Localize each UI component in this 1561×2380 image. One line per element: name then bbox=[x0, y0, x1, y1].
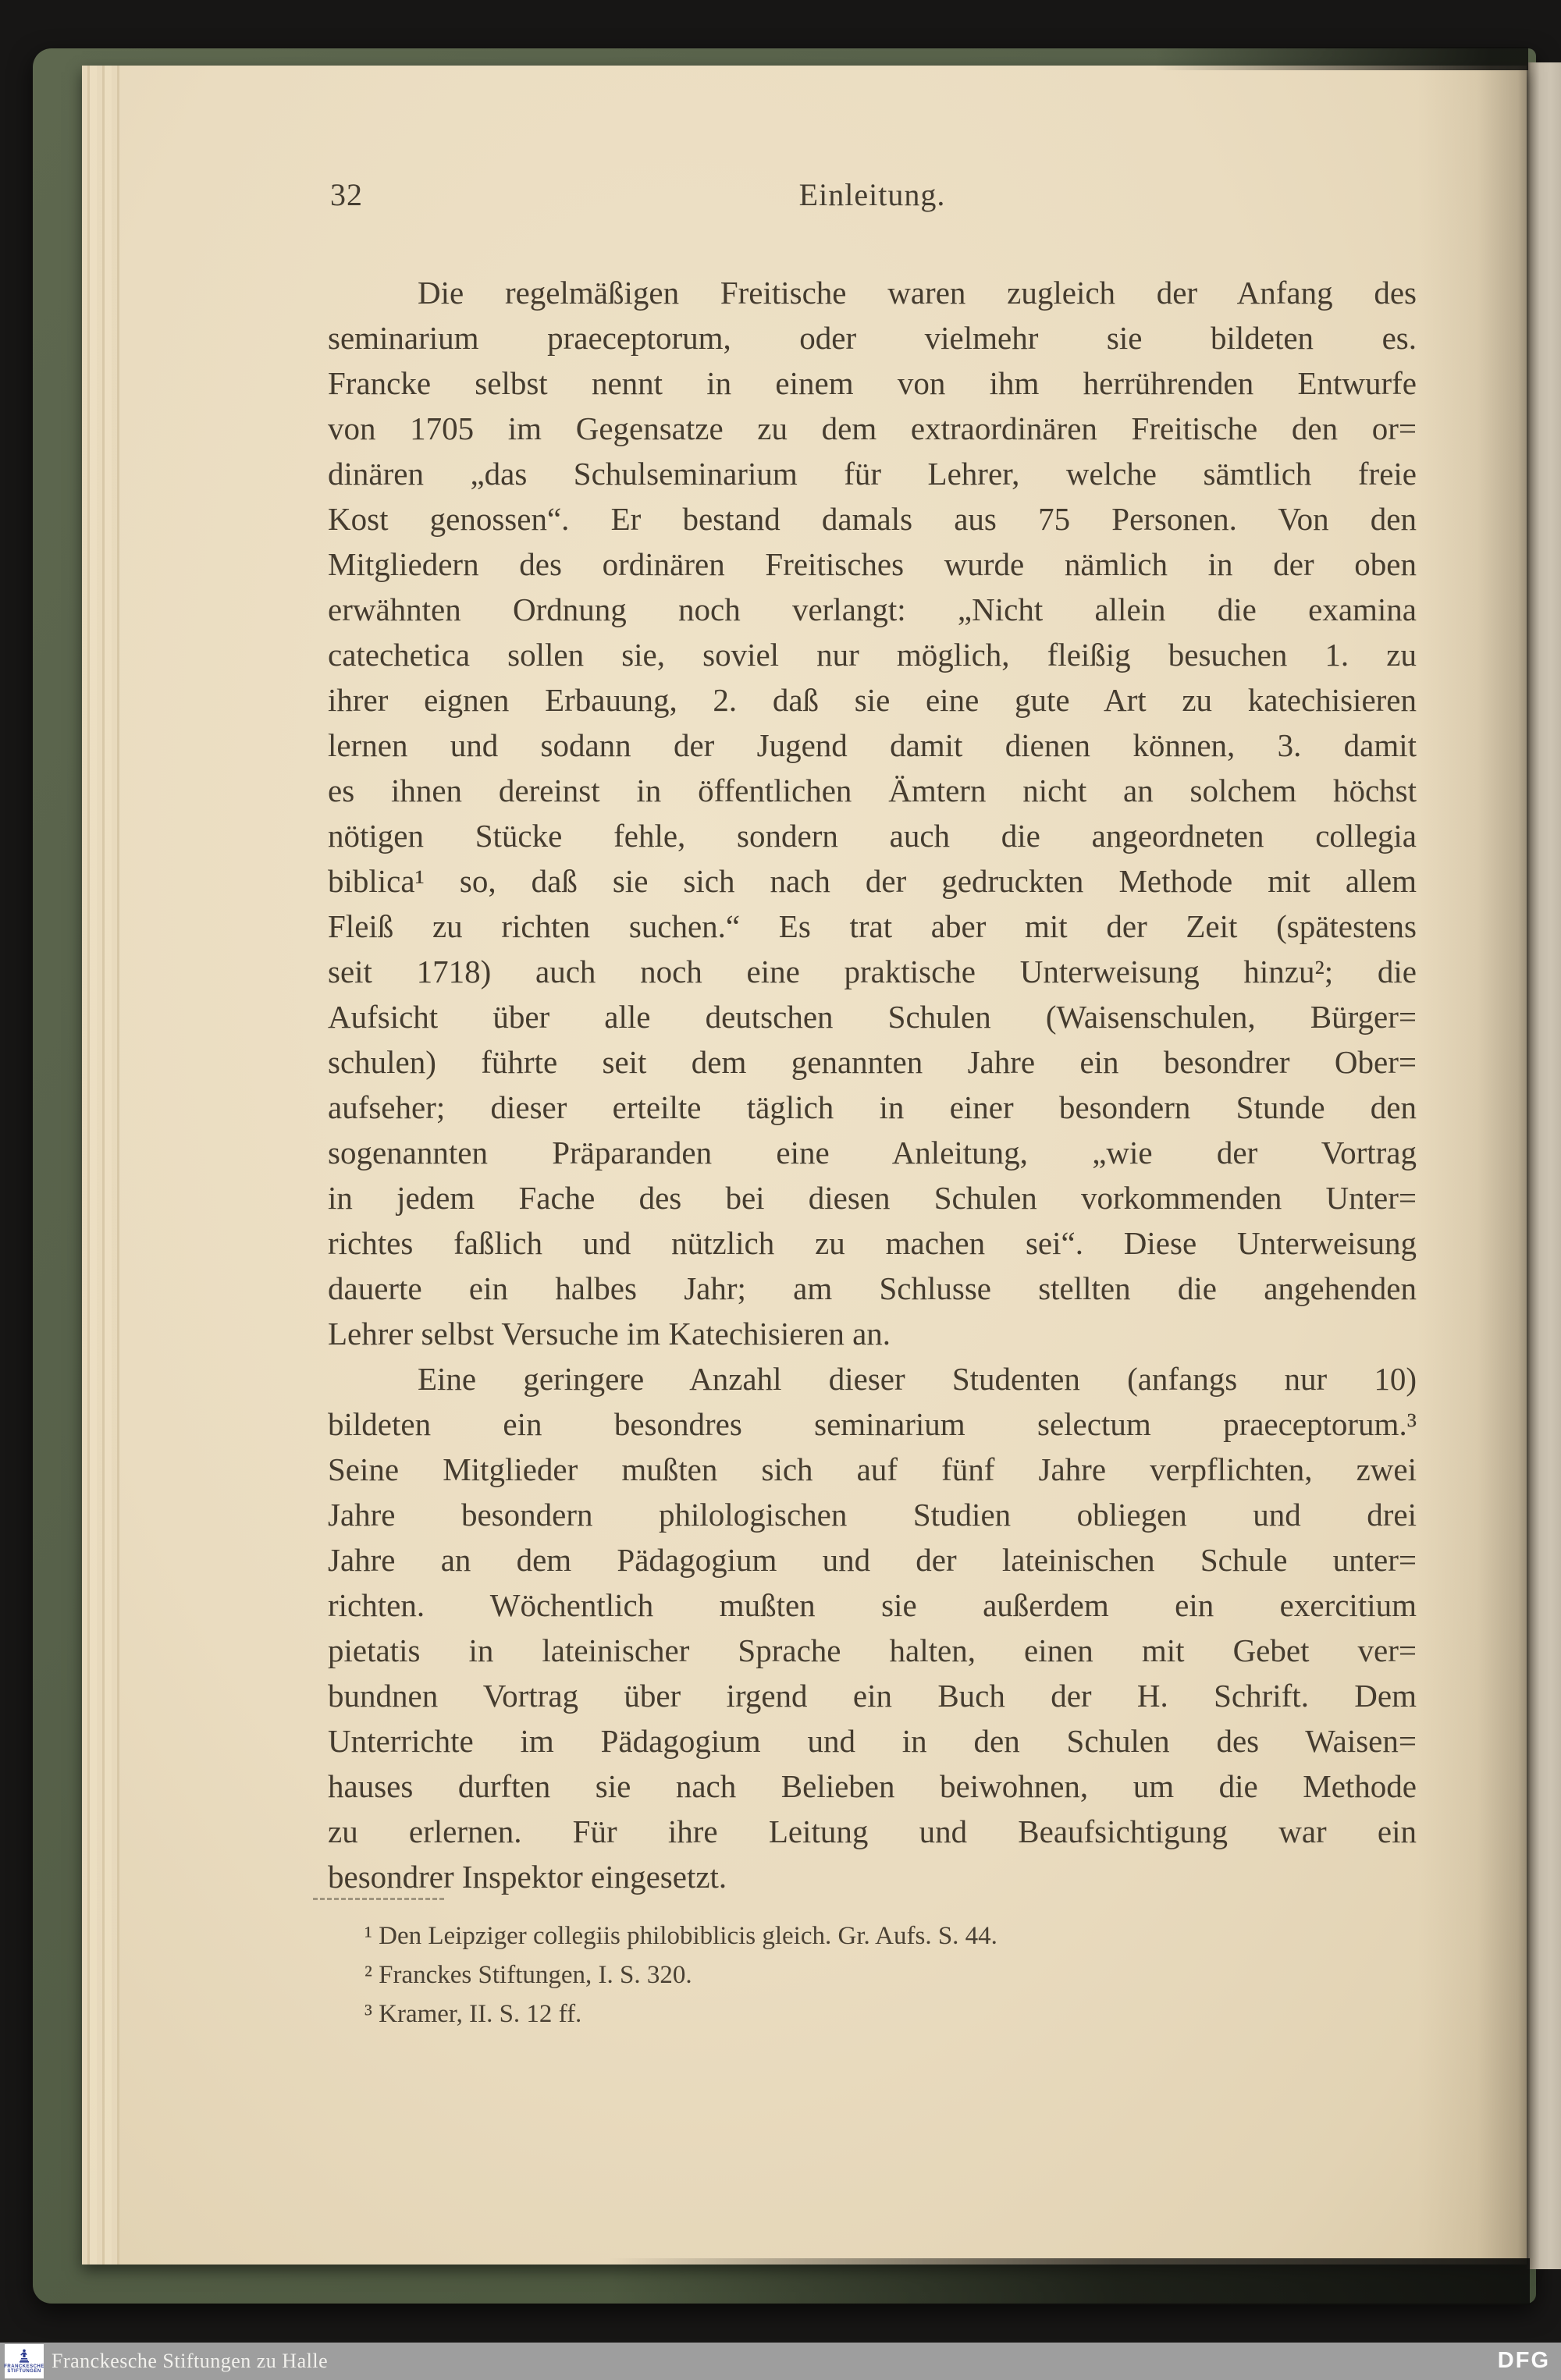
body-line: bildeten ein besondres seminarium selectum praeceptorum.³ bbox=[328, 1406, 1417, 1442]
cover-shadow-bottom bbox=[609, 2258, 1530, 2305]
body-text bbox=[328, 270, 1417, 1899]
footnote-line: ¹ Den Leipziger collegiis philobiblicis gleich. Gr. Aufs. S. 44. bbox=[364, 1922, 997, 1950]
body-line: lernen und sodann der Jugend damit dienen können, 3. damit bbox=[328, 727, 1417, 763]
body-line: Jahre an dem Pädagogium und der lateinischen Schule unter= bbox=[328, 1542, 1417, 1578]
logo-caption bbox=[4, 2364, 44, 2375]
body-line: Kost genossen“. Er bestand damals aus 75 Personen. Von den bbox=[328, 501, 1417, 537]
body-line: richten. Wöchentlich mußten sie außerdem ein exercitium bbox=[328, 1587, 1417, 1623]
footnote-separator bbox=[313, 1898, 444, 1900]
body-line: dauerte ein halbes Jahr; am Schlusse stellten die angehenden bbox=[328, 1270, 1417, 1306]
facing-page-edge bbox=[1527, 62, 1561, 2269]
body-line: von 1705 im Gegensatze zu dem extraordinären Freitische den or= bbox=[328, 410, 1417, 446]
body-line: biblica¹ so, daß sie sich nach der gedruckten Methode mit allem bbox=[328, 863, 1417, 899]
body-line: Seine Mitglieder mußten sich auf fünf Jahre verpflichten, zwei bbox=[328, 1451, 1417, 1487]
body-line: erwähnten Ordnung noch verlangt: „Nicht allein die examina bbox=[328, 591, 1417, 627]
body-line: Fleiß zu richten suchen.“ Es trat aber mit der Zeit (spätestens bbox=[328, 908, 1417, 944]
page-number: 32 bbox=[330, 177, 363, 212]
body-line: richtes faßlich und nützlich zu machen sei“. Diese Unterweisung bbox=[328, 1225, 1417, 1261]
body-line: Unterrichte im Pädagogium und in den Schulen des Waisen= bbox=[328, 1723, 1417, 1759]
viewer-footer bbox=[0, 2343, 1561, 2380]
body-line: zu erlernen. Für ihre Leitung und Beaufsichtigung war ein bbox=[328, 1813, 1417, 1849]
franckesche-stiftungen-logo bbox=[5, 2344, 44, 2378]
body-line: seit 1718) auch noch eine praktische Unterweisung hinzu²; die bbox=[328, 954, 1417, 989]
body-line: catechetica sollen sie, soviel nur möglich, fleißig besuchen 1. zu bbox=[328, 637, 1417, 673]
body-line: Jahre besondern philologischen Studien obliegen und drei bbox=[328, 1497, 1417, 1533]
footnotes bbox=[364, 1916, 997, 2034]
body-line: dinären „das Schulseminarium für Lehrer, welche sämtlich freie bbox=[328, 456, 1417, 492]
page-edge-stack bbox=[82, 66, 119, 2265]
body-line: Aufsicht über alle deutschen Schulen (Waisenschulen, Bürger= bbox=[328, 999, 1417, 1035]
body-line: bundnen Vortrag über irgend ein Buch der H. Schrift. Dem bbox=[328, 1678, 1417, 1714]
institution-name: Franckesche Stiftungen zu Halle bbox=[52, 2350, 329, 2372]
dfg-logo: DFG bbox=[1497, 2348, 1550, 2373]
footnote-line: ² Franckes Stiftungen, I. S. 320. bbox=[364, 1961, 692, 1989]
body-line: hauses durften sie nach Belieben beiwohnen, um die Methode bbox=[328, 1768, 1417, 1804]
gutter-shadow bbox=[1417, 66, 1527, 2265]
body-line: nötigen Stücke fehle, sondern auch die angeordneten collegia bbox=[328, 818, 1417, 854]
body-line: schulen) führte seit dem genannten Jahre ein besondrer Ober= bbox=[328, 1044, 1417, 1080]
body-line: Francke selbst nennt in einem von ihm herrührenden Entwurfe bbox=[328, 365, 1417, 401]
logo-caption-line2: STIFTUNGEN bbox=[7, 2369, 41, 2374]
body-line: Mitgliedern des ordinären Freitisches wurde nämlich in der oben bbox=[328, 546, 1417, 582]
body-line: Die regelmäßigen Freitische waren zugleich der Anfang des bbox=[418, 275, 1417, 311]
running-header: Einleitung. bbox=[798, 177, 946, 212]
book-page bbox=[82, 66, 1527, 2265]
body-line: sogenannten Präparanden eine Anleitung, „wie der Vortrag bbox=[328, 1135, 1417, 1170]
statue-emblem-icon bbox=[19, 2349, 30, 2363]
logo-caption-line1: FRANCKESCHE bbox=[4, 2364, 44, 2369]
body-line: ihrer eignen Erbauung, 2. daß sie eine gute Art zu katechisieren bbox=[328, 682, 1417, 718]
body-line: in jedem Fache des bei diesen Schulen vorkommenden Unter= bbox=[328, 1180, 1417, 1216]
body-line: seminarium praeceptorum, oder vielmehr sie bildeten es. bbox=[328, 320, 1417, 356]
body-line: Eine geringere Anzahl dieser Studenten (anfangs nur 10) bbox=[418, 1361, 1417, 1397]
footnote-line: ³ Kramer, II. S. 12 ff. bbox=[364, 2000, 582, 2028]
body-line: aufseher; dieser erteilte täglich in einer besondern Stunde den bbox=[328, 1089, 1417, 1125]
body-line: Lehrer selbst Versuche im Katechisieren an. bbox=[328, 1316, 891, 1352]
body-line: pietatis in lateinischer Sprache halten, einen mit Gebet ver= bbox=[328, 1632, 1417, 1668]
body-line: es ihnen dereinst in öffentlichen Ämtern nicht an solchem höchst bbox=[328, 773, 1417, 808]
body-line: besondrer Inspektor eingesetzt. bbox=[328, 1859, 727, 1895]
cover-shadow-top bbox=[1155, 47, 1528, 70]
